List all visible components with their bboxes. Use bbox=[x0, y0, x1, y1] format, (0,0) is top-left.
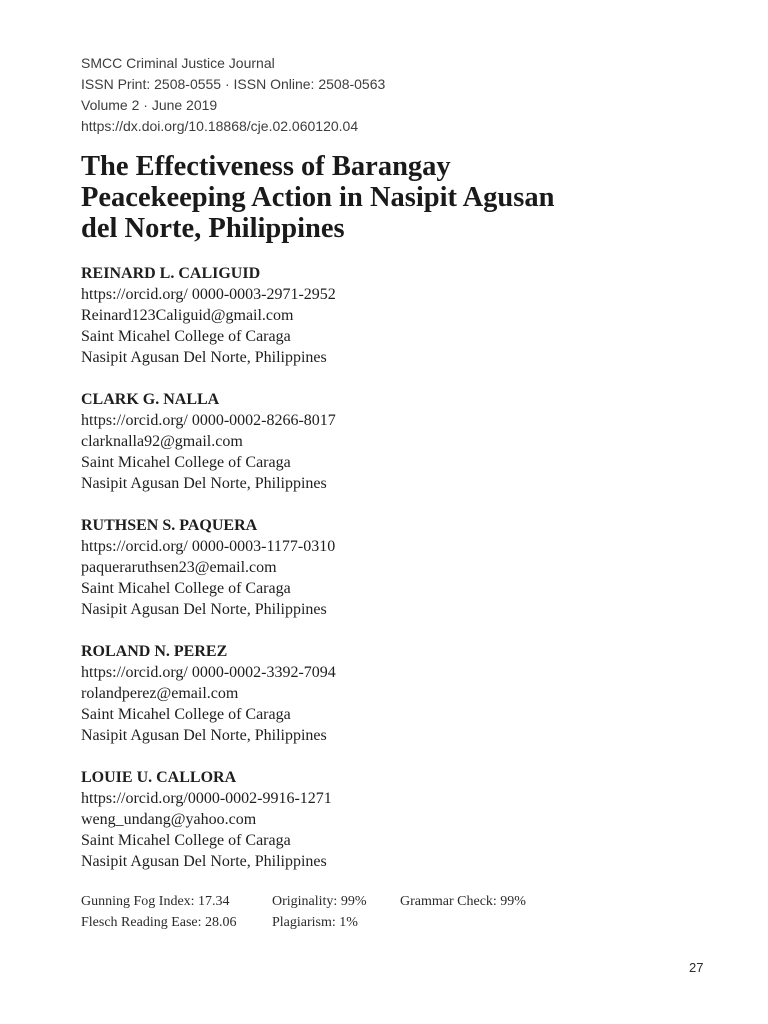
grammar-check-score: Grammar Check: 99% bbox=[400, 894, 526, 909]
author-email-link[interactable]: rolandperez@email.com bbox=[81, 685, 239, 702]
metrics-row bbox=[81, 891, 526, 912]
journal-name: SMCC Criminal Justice Journal bbox=[81, 55, 275, 71]
author-block bbox=[81, 767, 336, 872]
originality-score: Originality: 99% bbox=[272, 894, 367, 909]
flesch-reading-ease: Flesch Reading Ease: 28.06 bbox=[81, 915, 237, 930]
title-line-2: Peacekeeping Action in Nasipit Agusan bbox=[81, 182, 555, 213]
journal-issn: ISSN Print: 2508-0555 · ISSN Online: 2508-0563 bbox=[81, 76, 386, 92]
author-institution: Saint Micahel College of Caraga bbox=[81, 454, 291, 471]
author-block bbox=[81, 641, 336, 746]
author-name: ROLAND N. PEREZ bbox=[81, 643, 228, 660]
author-list bbox=[81, 263, 336, 893]
page-number: 27 bbox=[689, 960, 704, 975]
author-address: Nasipit Agusan Del Norte, Philippines bbox=[81, 727, 327, 744]
author-institution: Saint Micahel College of Caraga bbox=[81, 328, 291, 345]
author-email-link[interactable]: clarknalla92@gmail.com bbox=[81, 433, 243, 450]
journal-doi-link[interactable]: https://dx.doi.org/10.18868/cje.02.060120.04 bbox=[81, 118, 359, 134]
metrics-row bbox=[81, 912, 526, 933]
plagiarism-score: Plagiarism: 1% bbox=[272, 915, 358, 930]
author-name: REINARD L. CALIGUID bbox=[81, 265, 261, 282]
author-email-link[interactable]: paqueraruthsen23@email.com bbox=[81, 559, 277, 576]
readability-metrics bbox=[81, 891, 526, 933]
paper-title bbox=[81, 151, 701, 244]
author-orcid-link[interactable]: https://orcid.org/ 0000-0002-3392-7094 bbox=[81, 664, 336, 681]
author-name: LOUIE U. CALLORA bbox=[81, 769, 237, 786]
author-institution: Saint Micahel College of Caraga bbox=[81, 832, 291, 849]
author-orcid-link[interactable]: https://orcid.org/ 0000-0003-1177-0310 bbox=[81, 538, 336, 555]
author-block bbox=[81, 389, 336, 494]
journal-volume: Volume 2 · June 2019 bbox=[81, 97, 218, 113]
author-address: Nasipit Agusan Del Norte, Philippines bbox=[81, 853, 327, 870]
author-address: Nasipit Agusan Del Norte, Philippines bbox=[81, 475, 327, 492]
author-name: CLARK G. NALLA bbox=[81, 391, 220, 408]
title-line-1: The Effectiveness of Barangay bbox=[81, 151, 451, 182]
author-email-link[interactable]: weng_undang@yahoo.com bbox=[81, 811, 257, 828]
gunning-fog-index: Gunning Fog Index: 17.34 bbox=[81, 894, 230, 909]
author-email-link[interactable]: Reinard123Caliguid@gmail.com bbox=[81, 307, 294, 324]
author-block bbox=[81, 515, 336, 620]
author-orcid-link[interactable]: https://orcid.org/0000-0002-9916-1271 bbox=[81, 790, 332, 807]
author-institution: Saint Micahel College of Caraga bbox=[81, 706, 291, 723]
title-line-3: del Norte, Philippines bbox=[81, 213, 345, 244]
author-institution: Saint Micahel College of Caraga bbox=[81, 580, 291, 597]
journal-header bbox=[81, 53, 385, 137]
author-name: RUTHSEN S. PAQUERA bbox=[81, 517, 258, 534]
author-block bbox=[81, 263, 336, 368]
author-orcid-link[interactable]: https://orcid.org/ 0000-0003-2971-2952 bbox=[81, 286, 336, 303]
author-orcid-link[interactable]: https://orcid.org/ 0000-0002-8266-8017 bbox=[81, 412, 336, 429]
author-address: Nasipit Agusan Del Norte, Philippines bbox=[81, 349, 327, 366]
author-address: Nasipit Agusan Del Norte, Philippines bbox=[81, 601, 327, 618]
